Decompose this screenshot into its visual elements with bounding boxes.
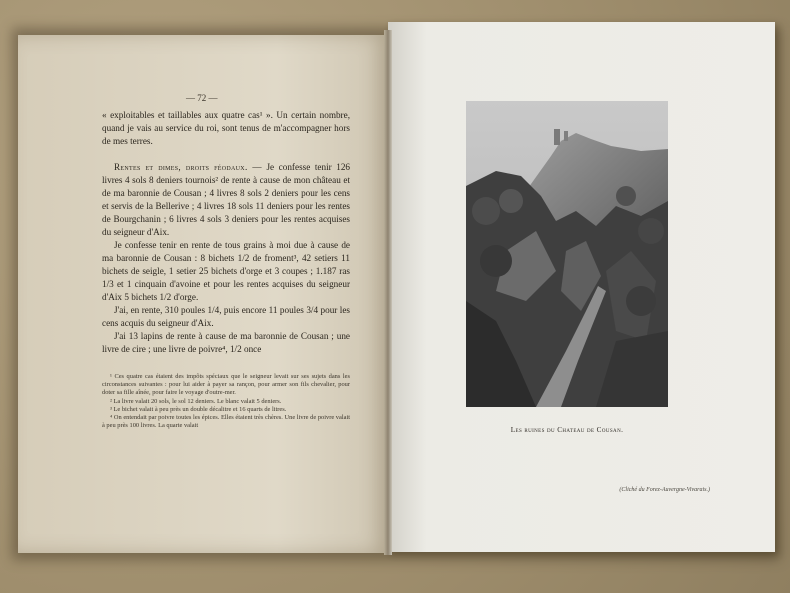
photo-credit: (Cliché du Forez-Auvergne-Vivarais.) (619, 487, 710, 493)
book-gutter (384, 30, 392, 555)
page-number: — 72 — (186, 93, 218, 103)
paragraph: Je confesse tenir 126 livres 4 sols 8 deniers tournois² de rente à cause de mon château et de ma baronnie de Cousan ; 4 livres 8 sols 2 deniers pour les cens et servis de la Bellerive ; 4 livres 18 sols 11 deniers pour les rentes de Bourgchanin ; 6 livres 4 sols 3 deniers pour les rentes acquises du seigneur d'Aix. (102, 162, 351, 237)
photo-caption: Les ruines du Chateau de Cousan. (510, 426, 624, 434)
castle-photo (466, 101, 668, 407)
footnote: ² La livre valait 20 sols, le sol 12 deniers. Le blanc valait 5 deniers. (110, 397, 282, 405)
footnotes (102, 373, 350, 430)
footnote: ⁴ On entendait par poivre toutes les épices. Elles étaient très chères. Une livre de poivre valait à peu près 100 livres. La quarte valait (102, 414, 350, 430)
paragraph: « exploitables et taillables aux quatre cas¹ ». Un certain nombre, quand je vais au service du roi, sont tenus de m'accompagner hors de mes terres. (102, 110, 350, 146)
body-text (102, 109, 350, 356)
section-heading: Rentes et dimes, droits féodaux. — (114, 162, 262, 172)
footnote: ¹ Ces quatre cas étaient des impôts spéciaux que le seigneur levait sur ses sujets dans les circonstances suivantes : pour lui aider à payer sa rançon, pour armer son fils chevalier, pour doter sa fille aînée, pour faire le voyage d'outre-mer. (102, 373, 350, 397)
paragraph-with-heading (102, 161, 350, 239)
paragraph: J'ai, en rente, 310 poules 1/4, puis encore 11 poules 3/4 pour les cens acquis du seigneur d'Aix. (102, 305, 350, 328)
paragraph: Je confesse tenir en rente de tous grains à moi due à cause de ma baronnie de Cousan : 8 bichets 1/2 de froment³, 42 setiers 11 bichets de seigle, 1 setier 25 bichets d'orge et 3 coupes ; 1.187 ras 1/3 et 1 cinquain d'avoine et pour les rentes acquises du seigneur d'Aix 5 bichets 1/2 d'orge. (102, 240, 350, 302)
footnote: ³ Le bichet valait à peu près un double décalitre et 16 quarts de litres. (110, 405, 287, 413)
paragraph: J'ai 13 lapins de rente à cause de ma baronnie de Cousan ; une livre de cire ; une livre de poivre⁴, 1/2 once (102, 331, 350, 354)
